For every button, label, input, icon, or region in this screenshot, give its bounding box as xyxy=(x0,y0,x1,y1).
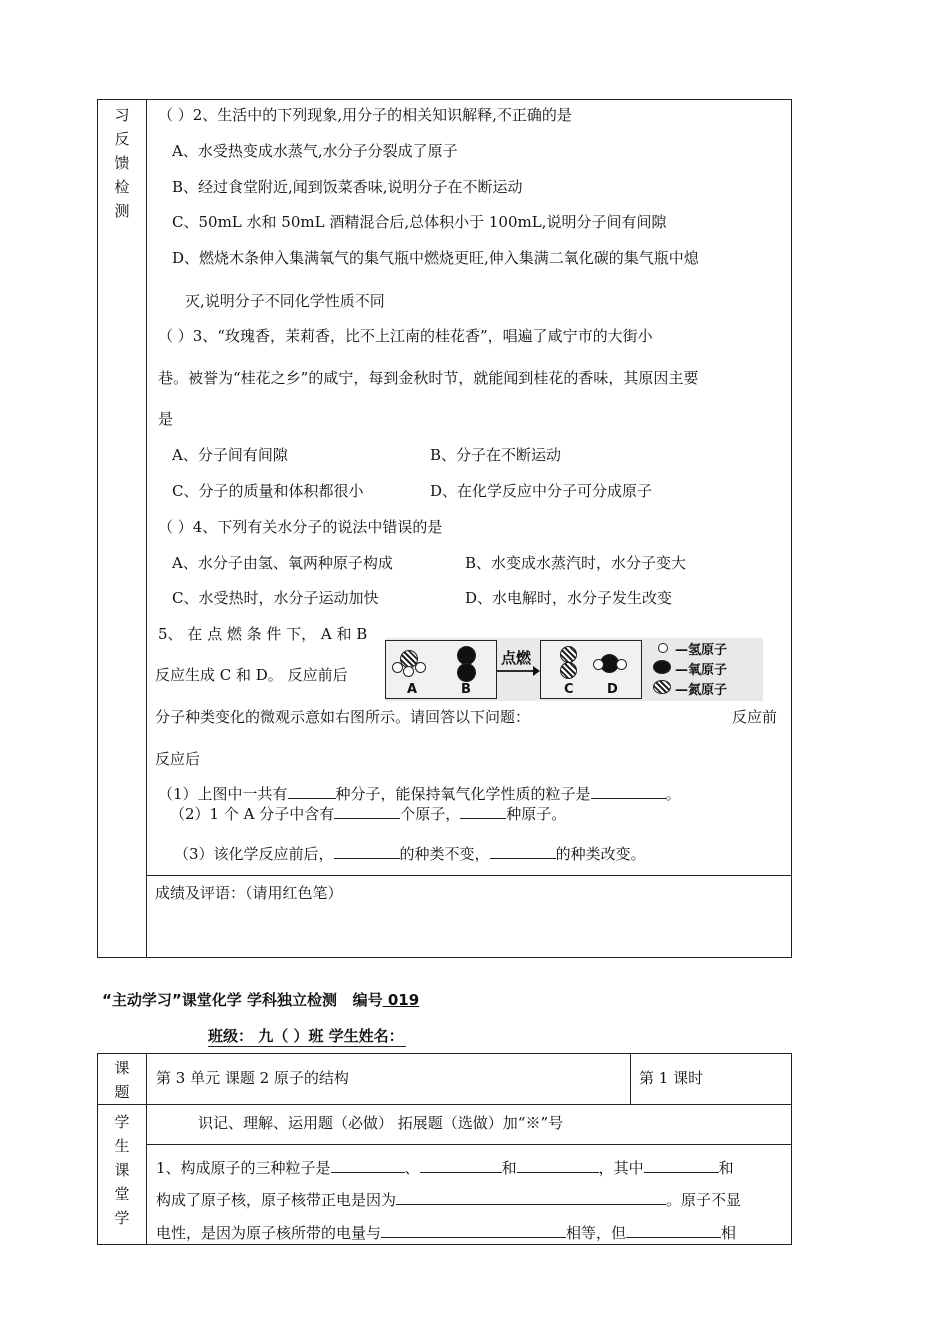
answer-blank[interactable] xyxy=(490,844,556,859)
task-header: 识记、理解、运用题（必做） 拓展题（选做）加“※”号 xyxy=(198,1114,564,1132)
label-c: C xyxy=(564,682,574,697)
oxygen-atom xyxy=(457,663,476,682)
hydrogen-atom xyxy=(593,659,604,670)
q5-sub-2-text: 种原子。 xyxy=(506,805,567,823)
q5-sub-1-text: 。 xyxy=(665,785,681,803)
hydrogen-atom xyxy=(415,662,426,673)
hydrogen-atom xyxy=(403,666,414,677)
q1-text: 1、构成原子的三种粒子是 xyxy=(156,1159,331,1177)
class-line: 班级： 九（ ）班 学生姓名： xyxy=(208,1027,404,1045)
q2-option-a: A、水受热变成水蒸气,水分子分裂成了原子 xyxy=(172,142,458,160)
side-char: 题 xyxy=(114,1083,130,1101)
study-label xyxy=(110,1110,134,1230)
topic-label xyxy=(110,1056,134,1104)
label-d: D xyxy=(607,682,618,697)
reaction-arrow-icon xyxy=(495,664,540,678)
q1-text: 电性，是因为原子核所带的电量与 xyxy=(156,1224,382,1242)
reaction-diagram xyxy=(385,638,763,701)
q2-option-c: C、50mL 水和 50mL 酒精混合后,总体积小于 100mL,说明分子间有间隙 xyxy=(172,213,667,231)
side-char: 反 xyxy=(114,130,130,148)
legend-oxygen-icon xyxy=(653,660,671,674)
q5-line-3-right: 反应前 xyxy=(732,708,778,726)
answer-blank[interactable] xyxy=(626,1223,721,1238)
q5-line-1: 5、 在 点 燃 条 件 下， A 和 B xyxy=(158,625,368,643)
answer-blank[interactable] xyxy=(288,784,336,799)
side-char: 馈 xyxy=(114,154,130,172)
legend-oxygen: —氧原子 xyxy=(675,663,728,678)
hydrogen-atom xyxy=(616,659,627,670)
q3-option-a: A、分子间有间隙 xyxy=(172,446,288,464)
side-label-feedback xyxy=(110,103,134,223)
q3-stem-1: （ ）3、“玫瑰香，茉莉香，比不上江南的桂花香”，唱遍了咸宁市的大街小 xyxy=(158,327,653,345)
study-q1-line-2 xyxy=(156,1189,741,1210)
answer-blank[interactable] xyxy=(591,784,666,799)
label-a: A xyxy=(407,682,418,697)
answer-blank[interactable] xyxy=(331,1158,405,1173)
legend-hydrogen: —氢原子 xyxy=(675,643,728,658)
table-divider xyxy=(146,1054,147,1244)
answer-blank[interactable] xyxy=(381,1223,566,1238)
side-char: 检 xyxy=(114,178,130,196)
q1-text: 和 xyxy=(718,1159,734,1177)
worksheet-title-text: “主动学习”课堂化学 学科独立检测 xyxy=(102,991,337,1009)
q5-line-4: 反应后 xyxy=(155,750,201,768)
legend-nitrogen-icon xyxy=(653,680,671,694)
nitrogen-atom xyxy=(560,662,577,679)
q2-option-d: D、燃烧木条伸入集满氧气的集气瓶中燃烧更旺,伸入集满二氧化碳的集气瓶中熄 xyxy=(172,249,699,267)
side-char: 习 xyxy=(114,106,130,124)
worksheet-title xyxy=(102,989,419,1010)
legend-nitrogen: —氮原子 xyxy=(675,683,728,698)
q4-option-b: B、水变成水蒸汽时，水分子变大 xyxy=(465,554,687,572)
legend-hydrogen-icon xyxy=(658,643,668,653)
answer-blank[interactable] xyxy=(334,844,400,859)
q1-text: 。原子不显 xyxy=(666,1191,742,1209)
answer-blank[interactable] xyxy=(420,1158,502,1173)
q5-sub-3 xyxy=(174,843,646,864)
q3-option-d: D、在化学反应中分子可分成原子 xyxy=(430,482,653,500)
table-divider xyxy=(146,875,791,876)
q3-stem-3: 是 xyxy=(158,410,174,428)
q3-option-c: C、分子的质量和体积都很小 xyxy=(172,482,364,500)
product-box xyxy=(540,640,642,699)
label-b: B xyxy=(461,682,471,697)
period: 第 1 课时 xyxy=(639,1069,704,1087)
q1-text: 和 xyxy=(501,1159,517,1177)
q4-option-d: D、水电解时，水分子发生改变 xyxy=(465,589,673,607)
number-value: 019 xyxy=(382,991,420,1009)
q4-option-c: C、水受热时，水分子运动加快 xyxy=(172,589,379,607)
q3-option-b: B、分子在不断运动 xyxy=(430,446,562,464)
answer-blank[interactable] xyxy=(334,804,400,819)
table-divider xyxy=(98,1104,791,1105)
side-char: 测 xyxy=(114,202,130,220)
topic-value: 第 3 单元 课题 2 原子的结构 xyxy=(156,1069,349,1087)
side-char: 课 xyxy=(114,1059,130,1077)
q5-line-2: 反应生成 C 和 D。 反应前后 xyxy=(155,666,348,684)
q5-sub-2-text: 个原子， xyxy=(400,805,461,823)
side-char: 堂 xyxy=(114,1185,130,1203)
grade-label: 成绩及评语：（请用红色笔） xyxy=(155,884,343,902)
side-char: 学 xyxy=(114,1209,130,1227)
q2-stem: （ ）2、生活中的下列现象,用分子的相关知识解释,不正确的是 xyxy=(158,106,572,124)
q4-stem: （ ）4、下列有关水分子的说法中错误的是 xyxy=(158,518,443,536)
q5-line-3: 分子种类变化的微观示意如右图所示。请回答以下问题： xyxy=(155,708,531,726)
q1-text: 构成了原子核，原子核带正电是因为 xyxy=(156,1191,397,1209)
hydrogen-atom xyxy=(392,662,403,673)
table-divider xyxy=(630,1054,631,1104)
side-char: 生 xyxy=(114,1137,130,1155)
study-q1-line-1 xyxy=(156,1157,734,1178)
q1-text: 、 xyxy=(404,1159,420,1177)
answer-blank[interactable] xyxy=(396,1190,666,1205)
q5-sub-3-text: 的种类改变。 xyxy=(555,845,646,863)
q5-sub-1 xyxy=(158,783,681,804)
q4-option-a: A、水分子由氢、氧两种原子构成 xyxy=(172,554,393,572)
q5-sub-1-text: 种分子，能保持氧气化学性质的粒子是 xyxy=(335,785,591,803)
number-label: 编号 xyxy=(352,991,383,1009)
q1-text: 相等，但 xyxy=(566,1224,627,1242)
q3-stem-2: 巷。被誉为“桂花之乡”的咸宁，每到金秋时节，就能闻到桂花的香味，其原因主要 xyxy=(158,369,699,387)
answer-blank[interactable] xyxy=(460,804,506,819)
q5-sub-3-text: 的种类不变， xyxy=(399,845,490,863)
q2-option-b: B、经过食堂附近,闻到饭菜香味,说明分子在不断运动 xyxy=(172,178,523,196)
side-char: 学 xyxy=(114,1113,130,1131)
side-char: 课 xyxy=(114,1161,130,1179)
answer-blank[interactable] xyxy=(517,1158,599,1173)
arrow-label: 点燃 xyxy=(501,649,532,667)
q2-option-d-cont: 灭,说明分子不同化学性质不同 xyxy=(185,292,385,310)
q5-sub-2-text: （2）1 个 A 分子中含有 xyxy=(170,805,335,823)
q1-text: 相 xyxy=(721,1224,737,1242)
q5-sub-2 xyxy=(170,803,566,824)
answer-blank[interactable] xyxy=(644,1158,719,1173)
q1-text: ，其中 xyxy=(598,1159,644,1177)
q5-sub-3-text: （3）该化学反应前后， xyxy=(174,845,334,863)
table-divider xyxy=(146,1144,791,1145)
nitrogen-atom xyxy=(560,646,577,663)
study-q1-line-3 xyxy=(156,1222,736,1243)
q5-sub-1-text: （1）上图中一共有 xyxy=(158,785,288,803)
table-divider xyxy=(146,100,147,957)
